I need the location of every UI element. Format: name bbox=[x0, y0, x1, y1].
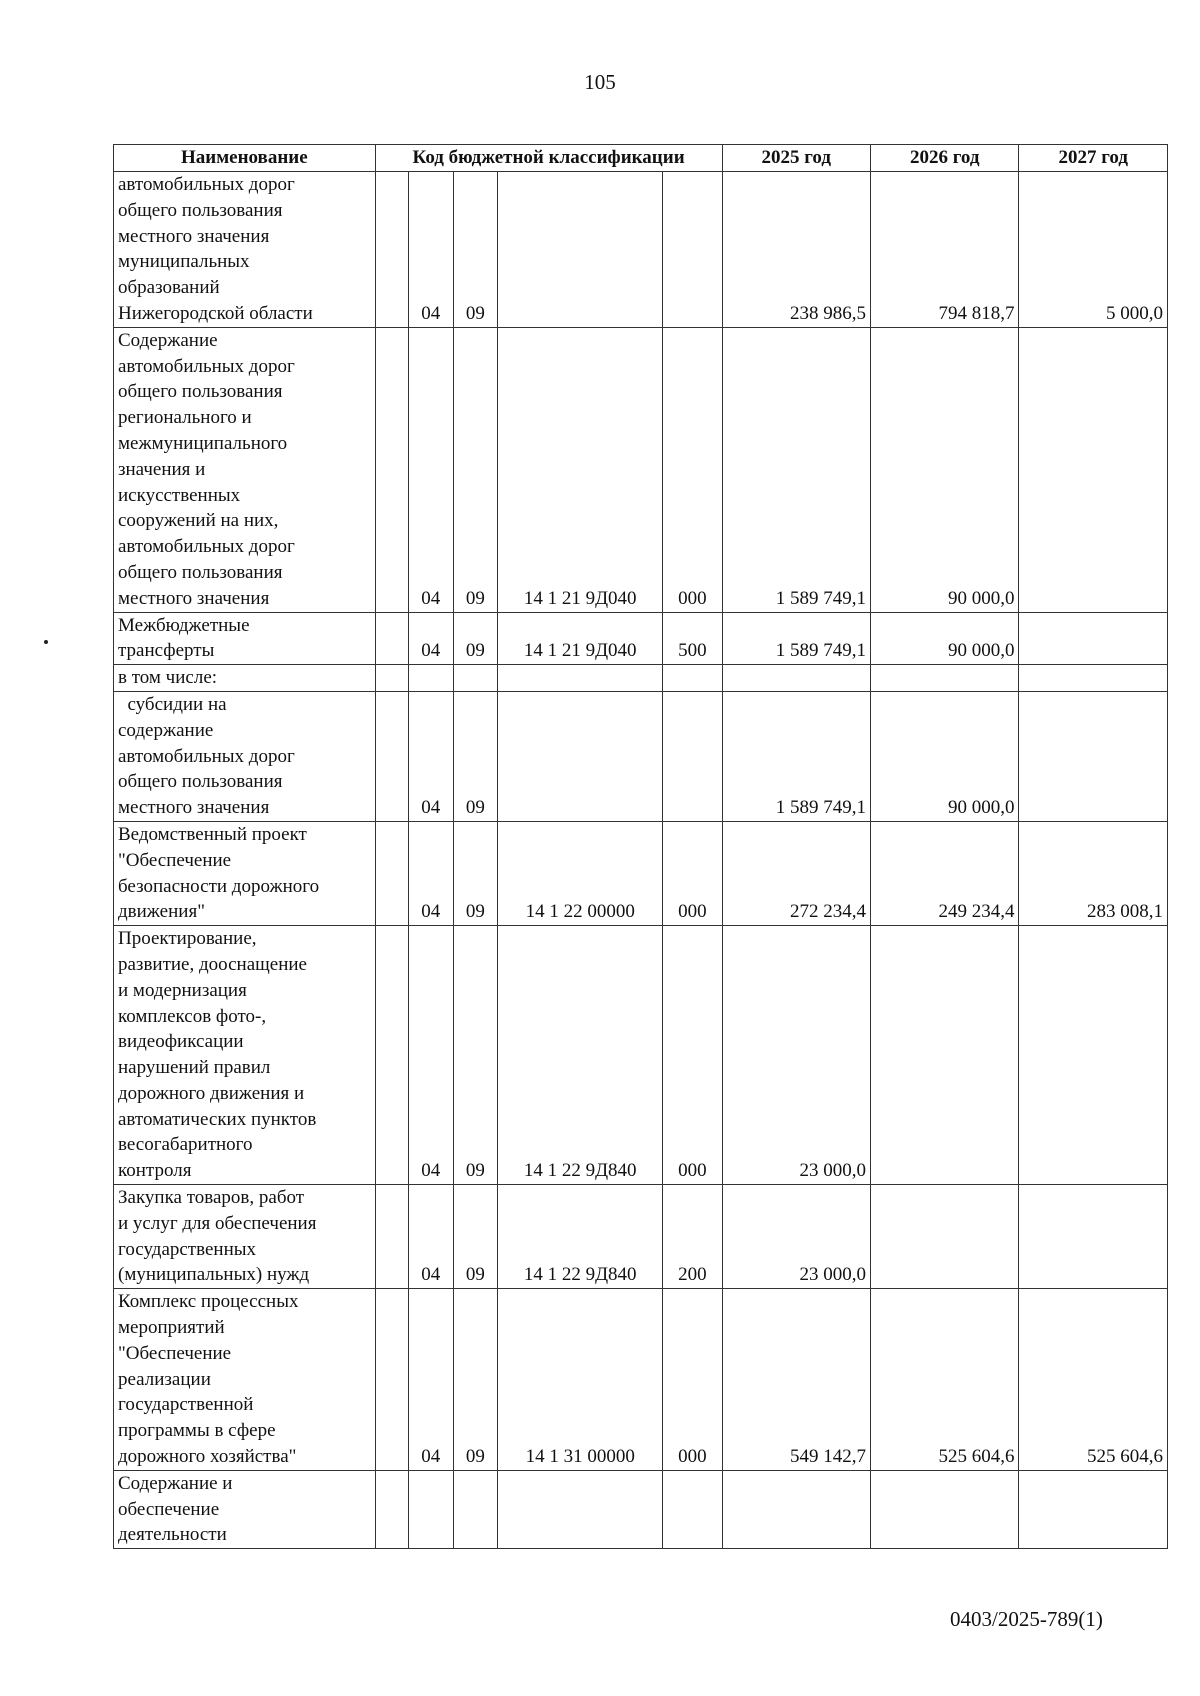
header-name: Наименование bbox=[114, 145, 376, 172]
header-2025: 2025 год bbox=[722, 145, 870, 172]
page-number: 105 bbox=[584, 70, 616, 94]
row-code-blank-cell bbox=[375, 926, 408, 1185]
row-target-article-cell bbox=[498, 172, 663, 328]
row-subsection-cell: 09 bbox=[453, 821, 498, 925]
row-name-cell: Закупка товаров, работ и услуг для обеспечения государственных (муниципальных) нужд bbox=[114, 1185, 376, 1289]
row-2026-cell: 90 000,0 bbox=[870, 691, 1018, 821]
row-2027-cell bbox=[1019, 327, 1168, 612]
row-2026-cell: 525 604,6 bbox=[870, 1289, 1018, 1471]
row-2025-cell: 272 234,4 bbox=[722, 821, 870, 925]
row-target-article-cell: 14 1 31 00000 bbox=[498, 1289, 663, 1471]
row-2025-cell: 1 589 749,1 bbox=[722, 327, 870, 612]
row-2025-cell: 1 589 749,1 bbox=[722, 612, 870, 665]
row-expense-type-cell bbox=[663, 691, 722, 821]
row-expense-type-cell: 000 bbox=[663, 926, 722, 1185]
row-name-cell: в том числе: bbox=[114, 665, 376, 692]
row-2027-cell bbox=[1019, 665, 1168, 692]
row-2025-cell: 238 986,5 bbox=[722, 172, 870, 328]
row-target-article-cell: 14 1 21 9Д040 bbox=[498, 327, 663, 612]
row-2025-cell: 549 142,7 bbox=[722, 1289, 870, 1471]
row-section-cell bbox=[408, 665, 453, 692]
table-body bbox=[114, 172, 1168, 1549]
table-row bbox=[114, 665, 1168, 692]
row-section-cell: 04 bbox=[408, 1289, 453, 1471]
row-code-blank-cell bbox=[375, 691, 408, 821]
row-subsection-cell: 09 bbox=[453, 172, 498, 328]
row-section-cell: 04 bbox=[408, 612, 453, 665]
row-section-cell: 04 bbox=[408, 691, 453, 821]
row-2025-cell bbox=[722, 1470, 870, 1548]
row-expense-type-cell bbox=[663, 172, 722, 328]
row-expense-type-cell bbox=[663, 1470, 722, 1548]
row-2026-cell bbox=[870, 1470, 1018, 1548]
row-2025-cell: 23 000,0 bbox=[722, 1185, 870, 1289]
row-expense-type-cell: 500 bbox=[663, 612, 722, 665]
row-2027-cell bbox=[1019, 612, 1168, 665]
row-target-article-cell bbox=[498, 665, 663, 692]
row-name-cell: Содержание и обеспечение деятельности bbox=[114, 1470, 376, 1548]
row-subsection-cell: 09 bbox=[453, 327, 498, 612]
row-2026-cell bbox=[870, 1185, 1018, 1289]
row-target-article-cell bbox=[498, 1470, 663, 1548]
row-section-cell: 04 bbox=[408, 327, 453, 612]
row-2027-cell: 525 604,6 bbox=[1019, 1289, 1168, 1471]
row-expense-type-cell: 200 bbox=[663, 1185, 722, 1289]
row-code-blank-cell bbox=[375, 1185, 408, 1289]
budget-table bbox=[113, 144, 1168, 1549]
row-code-blank-cell bbox=[375, 821, 408, 925]
row-2027-cell bbox=[1019, 1470, 1168, 1548]
row-section-cell: 04 bbox=[408, 821, 453, 925]
row-2027-cell bbox=[1019, 691, 1168, 821]
row-subsection-cell: 09 bbox=[453, 1289, 498, 1471]
row-code-blank-cell bbox=[375, 172, 408, 328]
row-target-article-cell: 14 1 22 9Д840 bbox=[498, 926, 663, 1185]
row-expense-type-cell bbox=[663, 665, 722, 692]
header-code: Код бюджетной классификации bbox=[375, 145, 722, 172]
row-subsection-cell: 09 bbox=[453, 926, 498, 1185]
row-2026-cell bbox=[870, 665, 1018, 692]
row-code-blank-cell bbox=[375, 1289, 408, 1471]
row-expense-type-cell: 000 bbox=[663, 327, 722, 612]
stray-dot-mark bbox=[44, 640, 48, 644]
row-code-blank-cell bbox=[375, 1470, 408, 1548]
row-2026-cell: 90 000,0 bbox=[870, 327, 1018, 612]
row-2027-cell: 283 008,1 bbox=[1019, 821, 1168, 925]
row-2027-cell: 5 000,0 bbox=[1019, 172, 1168, 328]
table-row bbox=[114, 821, 1168, 925]
row-expense-type-cell: 000 bbox=[663, 1289, 722, 1471]
row-target-article-cell: 14 1 22 9Д840 bbox=[498, 1185, 663, 1289]
table-row bbox=[114, 1470, 1168, 1548]
header-row bbox=[114, 145, 1168, 172]
row-expense-type-cell: 000 bbox=[663, 821, 722, 925]
row-name-cell: Содержание автомобильных дорог общего пользования регионального и межмуниципального значения и искусственных сооружений на них, автомобильных дорог общего пользования местного значения bbox=[114, 327, 376, 612]
row-name-cell: субсидии на содержание автомобильных дорог общего пользования местного значения bbox=[114, 691, 376, 821]
table-row bbox=[114, 691, 1168, 821]
row-subsection-cell bbox=[453, 1470, 498, 1548]
header-2026: 2026 год bbox=[870, 145, 1018, 172]
row-subsection-cell: 09 bbox=[453, 691, 498, 821]
row-name-cell: автомобильных дорог общего пользования местного значения муниципальных образований Нижегородской области bbox=[114, 172, 376, 328]
row-2026-cell: 249 234,4 bbox=[870, 821, 1018, 925]
row-2025-cell: 1 589 749,1 bbox=[722, 691, 870, 821]
row-name-cell: Ведомственный проект "Обеспечение безопасности дорожного движения" bbox=[114, 821, 376, 925]
row-name-cell: Межбюджетные трансферты bbox=[114, 612, 376, 665]
table-row bbox=[114, 926, 1168, 1185]
table-row bbox=[114, 327, 1168, 612]
row-name-cell: Комплекс процессных мероприятий "Обеспечение реализации государственной программы в сфере дорожного хозяйства" bbox=[114, 1289, 376, 1471]
table-row bbox=[114, 1185, 1168, 1289]
row-section-cell: 04 bbox=[408, 1185, 453, 1289]
table-row bbox=[114, 612, 1168, 665]
row-2027-cell bbox=[1019, 1185, 1168, 1289]
table-row bbox=[114, 1289, 1168, 1471]
row-code-blank-cell bbox=[375, 327, 408, 612]
row-2027-cell bbox=[1019, 926, 1168, 1185]
table-row bbox=[114, 172, 1168, 328]
row-2025-cell bbox=[722, 665, 870, 692]
row-subsection-cell bbox=[453, 665, 498, 692]
row-subsection-cell: 09 bbox=[453, 1185, 498, 1289]
row-code-blank-cell bbox=[375, 612, 408, 665]
row-target-article-cell bbox=[498, 691, 663, 821]
row-target-article-cell: 14 1 21 9Д040 bbox=[498, 612, 663, 665]
row-section-cell bbox=[408, 1470, 453, 1548]
footer-code: 0403/2025-789(1) bbox=[950, 1607, 1103, 1631]
row-2025-cell: 23 000,0 bbox=[722, 926, 870, 1185]
header-2027: 2027 год bbox=[1019, 145, 1168, 172]
row-target-article-cell: 14 1 22 00000 bbox=[498, 821, 663, 925]
row-section-cell: 04 bbox=[408, 172, 453, 328]
row-code-blank-cell bbox=[375, 665, 408, 692]
row-2026-cell: 794 818,7 bbox=[870, 172, 1018, 328]
row-subsection-cell: 09 bbox=[453, 612, 498, 665]
row-2026-cell bbox=[870, 926, 1018, 1185]
row-name-cell: Проектирование, развитие, дооснащение и модернизация комплексов фото-, видеофиксации нарушений правил дорожного движения и автоматических пунктов весогабаритного контроля bbox=[114, 926, 376, 1185]
row-2026-cell: 90 000,0 bbox=[870, 612, 1018, 665]
row-section-cell: 04 bbox=[408, 926, 453, 1185]
